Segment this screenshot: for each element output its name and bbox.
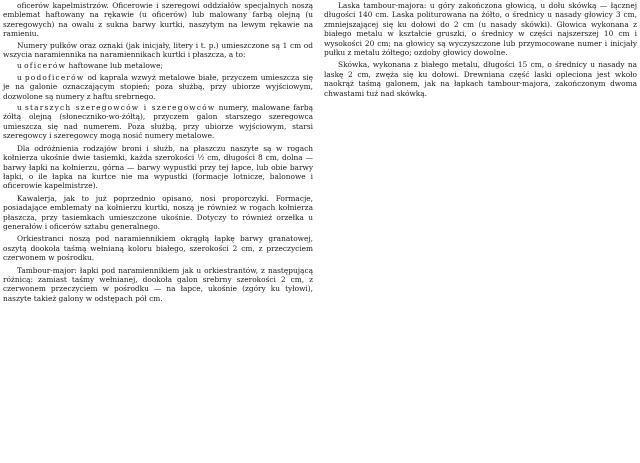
- item-officers-term: oficerów: [24, 61, 67, 71]
- item-officers-lead: u: [17, 61, 22, 71]
- paragraph-baton: Laska tambour-majora: u góry zakończona głowicą, u dołu skówką — łącznej długości 140 cm. Laska politurowana na żółto, o średnicy u nasady głowicy 3 cm, zmniejszającej się ku dołowi do 2 cm (u nasady skówki). Głowica wykonana z białego metalu w kształcie gruszki, o średnicy w części najszerszej 10 cm i wysokości 20 cm; na głowicy są wyczyszczone lub przymocowane numer i inicjały pułku z metalu żółtego; ozdoby głowicy dowolne.: [324, 1, 637, 58]
- item-nco-text: od kaprala wzwyż metalowe białe, przyczem umieszcza się je na galonie oznaczającym stopień; poza służbą, przy ubiorze wyjściowym, dozwolone są numery z haftu srebrnego.: [3, 72, 313, 101]
- left-column: [3, 1, 313, 305]
- item-nco: [3, 73, 313, 101]
- paragraph-drum-major: Tambour-major: łapki pod naramiennikiem jak u orkiestrantów, z następującą różnicą: zamiast taśmy wełnianej, dookoła galon srebrny szerokości 2 cm, z czerwonem przeczyciem w pośrodku — na łapce, ukośnie (zgóry ku tyłowi), naszyte takież galony w odstępach pół cm.: [3, 265, 313, 303]
- item-nco-lead: u: [17, 72, 22, 82]
- item-nco-term: podoficerów: [24, 72, 85, 82]
- item-privates-term: starszych szeregowców i szeregowców: [25, 103, 216, 113]
- paragraph-emblems: oficerów kapelmistrzów. Oficerowie i szeregowi oddziałów specjalnych noszą emblemat haftowany na rękawie (u oficerów) lub malowany farbą olejną (u szeregowych) na owalu z sukna barwy kurtki, naszytym na lewym rękawie na ramieniu.: [3, 1, 313, 39]
- paragraph-collar-ribbons: Dla odróżnienia rodzajów broni i służb, na płaszczu naszyte są w rogach kołnierza ukośnie dwie tasiemki, każda szerokości ½ cm, długości 8 cm, dolna — barwy łapki na kołnierzu, górna — barwy wypustki przy tej łapce, lub obie barwy łapki, o ile łapka na kurtce nie ma wypustki (formacje lotnicze, balonowe i oficerowie kapelmistrze).: [3, 143, 313, 191]
- paragraph-regiment-numbers: Numery pułków oraz oznaki (jak inicjały, litery i t. p.) umieszczone są 1 cm od wszycia naramiennika na naramiennikach kurtki i płaszcza, a to:: [3, 40, 313, 60]
- paragraph-musicians: Orkiestranci noszą pod naramiennikiem okrągłą łapkę barwy granatowej, oszytą dookoła taśmą wełnianą koloru białego, szerokości 2 cm, z przeczyciem czerwonem w pośrodku.: [3, 234, 313, 263]
- right-column: [324, 1, 637, 100]
- item-officers-text: haftowane lub metalowe;: [68, 61, 163, 71]
- item-privates-text: numery, malowane farbą żółtą olejną (słoneczniko-wo-żółtą), przyczem galon starszego szeregowca umieszcza się nad numerem. Poza służbą, przy ubiorze wyjściowym, starsi szeregowcy i szeregowcy mogą nosić numery metalowe.: [3, 103, 313, 141]
- item-privates: [3, 103, 313, 141]
- paragraph-ferrule: Skówka, wykonana z białego metalu, długości 15 cm, o średnicy u nasady na laskę 2 cm, zwęża się ku dołowi. Drewniana część laski opleciona jest wkoło naokrąż taśmą galonem, jak na łapkach tambour-majora, zakończonym dwoma chwastami tuż nad skówką.: [324, 60, 637, 98]
- item-privates-lead: u: [17, 103, 22, 113]
- item-officers: [3, 61, 313, 70]
- paragraph-cavalry: Kawalerja, jak to już poprzednio opisano, nosi proporczyki. Formacje, posiadające emblematy na kołnierzu kurtki, noszą je również w rogach kołnierza płaszcza, przy tasiemkach umieszczone ukośnie. Dotyczy to również orzełka u generałów i oficerów sztabu generalnego.: [3, 193, 313, 231]
